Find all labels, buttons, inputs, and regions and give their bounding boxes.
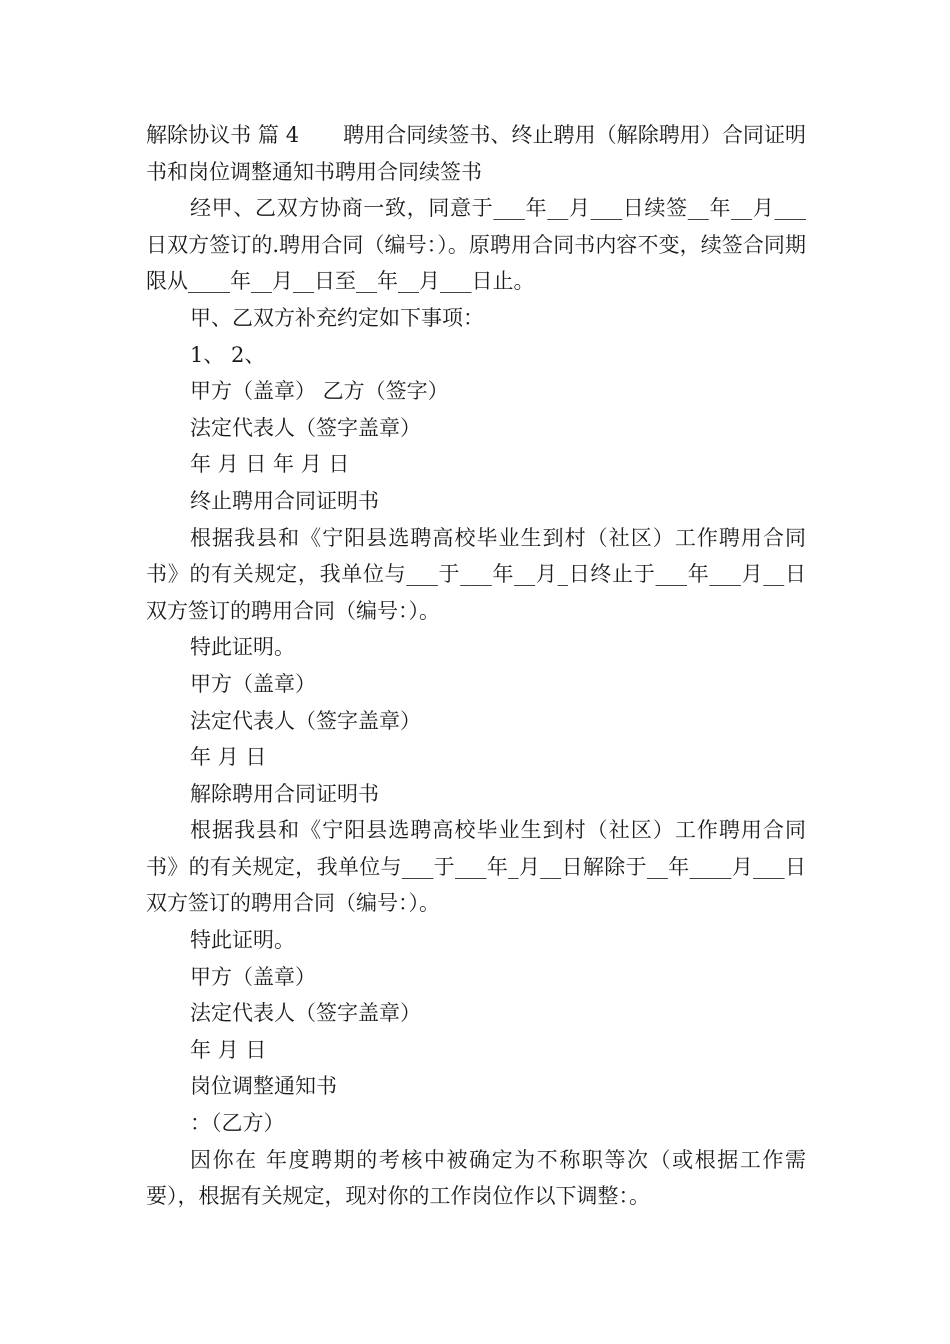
termination-paragraph: 根据我县和《宁阳县选聘高校毕业生到村（社区）工作聘用合同书》的有关规定，我单位与___于___年__月_日终止于___年___月__日双方签订的聘用合同（编号：）。 xyxy=(146,525,806,623)
certification-line: 特此证明。 xyxy=(190,635,295,660)
heading-rest: 聘用合同续签书、终止聘用（解除聘用）合同证明书和岗位调整通知书聘用合同续签书 xyxy=(146,123,807,184)
party-signature-line: 甲方（盖章） 乙方（签字） xyxy=(190,379,449,404)
legal-rep-line: 法定代表人（签字盖章） xyxy=(190,708,421,733)
supplement-intro: 甲、乙双方补充约定如下事项： xyxy=(190,305,484,330)
document-heading xyxy=(146,117,806,190)
legal-rep-line: 法定代表人（签字盖章） xyxy=(190,1001,421,1026)
party-a-seal-line: 甲方（盖章） xyxy=(190,964,316,989)
date-line: 年 月 日 xyxy=(190,1037,267,1062)
dissolution-paragraph: 根据我县和《宁阳县选聘高校毕业生到村（社区）工作聘用合同书》的有关规定，我单位与___于___年_月__日解除于__年____月___日双方签订的聘用合同（编号：）。 xyxy=(146,818,806,916)
certification-line: 特此证明。 xyxy=(190,928,295,953)
heading-prefix: 解除协议书 篇 4 xyxy=(146,123,300,147)
recipient-line: ：（乙方） xyxy=(190,1111,285,1136)
date-line: 年 月 日 年 月 日 xyxy=(190,452,350,477)
document-page xyxy=(146,117,806,1215)
section-title-adjustment: 岗位调整通知书 xyxy=(190,1074,337,1099)
renewal-paragraph: 经甲、乙双方协商一致，同意于___年__月___日续签__年__月___日双方签订的.聘用合同（编号：）。原聘用合同书内容不变，续签合同期限从____年__月__日至__年__月___日止。 xyxy=(146,196,806,294)
legal-rep-line: 法定代表人（签字盖章） xyxy=(190,415,421,440)
date-line: 年 月 日 xyxy=(190,745,267,770)
adjustment-paragraph: 因你在 年度聘期的考核中被确定为不称职等次（或根据工作需要），根据有关规定，现对你的工作岗位作以下调整：。 xyxy=(146,1147,806,1209)
section-title-termination: 终止聘用合同证明书 xyxy=(190,488,379,513)
supplement-items: 1、 2、 xyxy=(190,342,266,367)
party-a-seal-line: 甲方（盖章） xyxy=(190,671,316,696)
section-title-dissolution: 解除聘用合同证明书 xyxy=(190,781,379,806)
